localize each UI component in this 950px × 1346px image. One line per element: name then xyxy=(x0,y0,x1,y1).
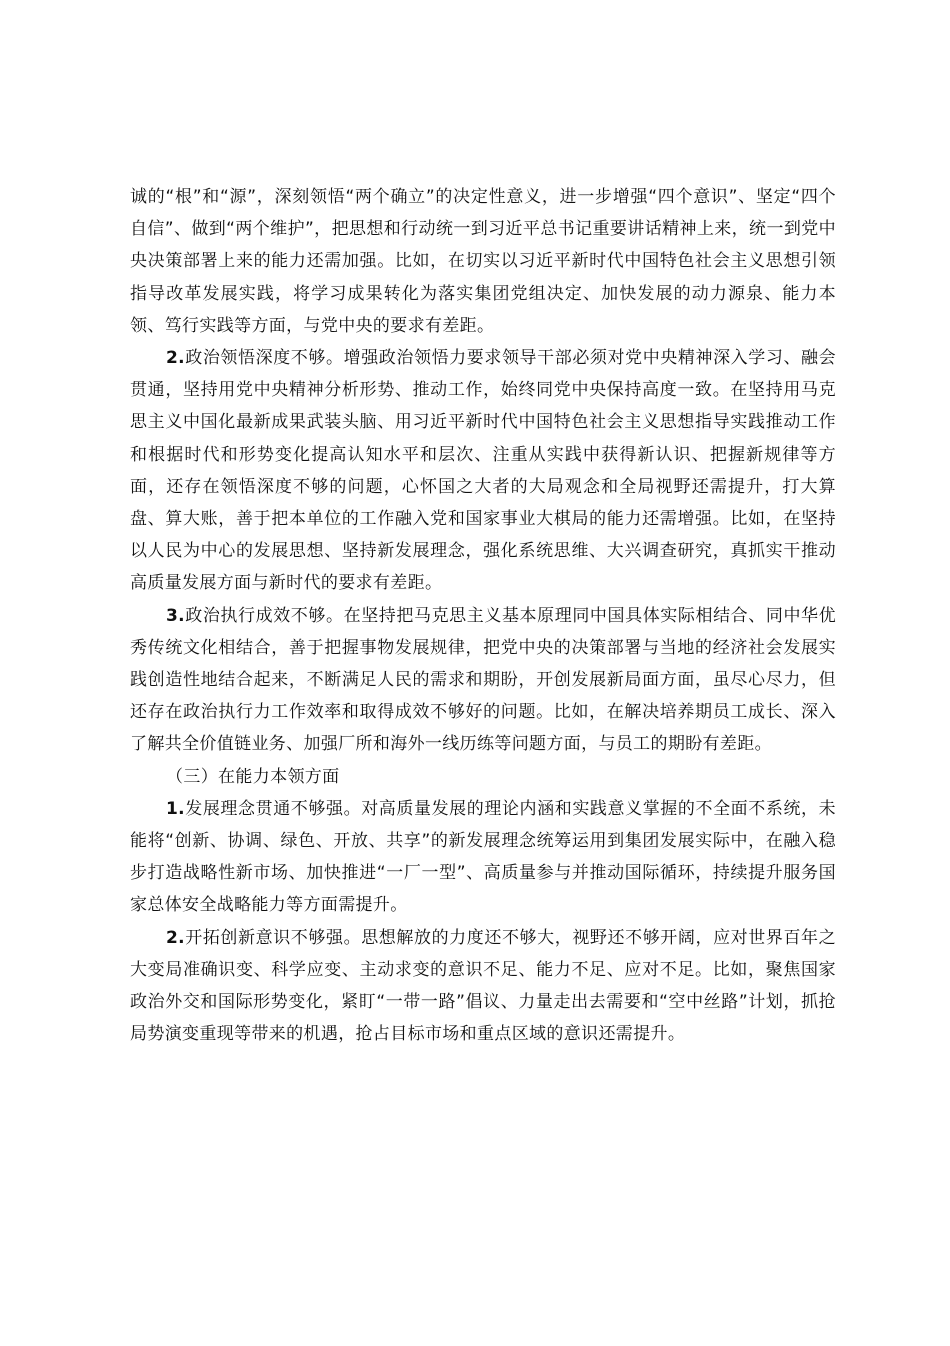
paragraph-continuation xyxy=(130,181,836,342)
paragraph-item-1-development-concept xyxy=(130,793,836,922)
section-heading-ability xyxy=(130,761,836,793)
item-number: 2. xyxy=(166,348,185,369)
item-number: 1. xyxy=(166,798,185,819)
paragraph-text: 诚的“根”和“源”，深刻领悟“两个确立”的决定性意义，进一步增强“四个意识”、坚定“四个自信”、做到“两个维护”，把思想和行动统一到习近平总书记重要讲话精神上来，统一到党中央决策部署上来的能力还需加强。比如，在切实以习近平新时代中国特色社会主义思想引领指导改革发展实践，将学习成果转化为落实集团党组决定、加快发展的动力源泉、能力本领、笃行实践等方面，与党中央的要求有差距。 xyxy=(130,187,836,336)
paragraph-text: 发展理念贯通不够强。对高质量发展的理论内涵和实践意义掌握的不全面不系统，未能将“创新、协调、绿色、开放、共享”的新发展理念统筹运用到集团发展实际中，在融入稳步打造战略性新市场、加快推进“一厂一型”、高质量参与并推动国际循环，持续提升服务国家总体安全战略能力等方面需提升。 xyxy=(130,798,836,916)
section-heading-text: （三）在能力本领方面 xyxy=(166,766,340,787)
paragraph-item-2-political-understanding xyxy=(130,342,836,600)
item-number: 2. xyxy=(166,927,185,948)
paragraph-item-2-innovation xyxy=(130,922,836,1051)
paragraph-item-3-political-execution xyxy=(130,600,836,761)
paragraph-text: 开拓创新意识不够强。思想解放的力度还不够大，视野还不够开阔，应对世界百年之大变局准确识变、科学应变、主动求变的意识不足、能力不足、应对不足。比如，聚焦国家政治外交和国际形势变化，紧盯“一带一路”倡议、力量走出去需要和“空中丝路”计划，抓抢局势演变重现等带来的机遇，抢占目标市场和重点区域的意识还需提升。 xyxy=(130,927,836,1045)
document-page xyxy=(130,181,836,1050)
paragraph-text: 政治领悟深度不够。增强政治领悟力要求领导干部必须对党中央精神深入学习、融会贯通，坚持用党中央精神分析形势、推动工作，始终同党中央保持高度一致。在坚持用马克思主义中国化最新成果武装头脑、用习近平新时代中国特色社会主义思想指导实践推动工作和根据时代和形势变化提高认知水平和层次、注重从实践中获得新认识、把握新规律等方面，还存在领悟深度不够的问题，心怀国之大者的大局观念和全局视野还需提升，打大算盘、算大账，善于把本单位的工作融入党和国家事业大棋局的能力还需增强。比如，在坚持以人民为中心的发展思想、坚持新发展理念，强化系统思维、大兴调查研究，真抓实干推动高质量发展方面与新时代的要求有差距。 xyxy=(130,348,836,594)
paragraph-text: 政治执行成效不够。在坚持把马克思主义基本原理同中国具体实际相结合、同中华优秀传统文化相结合，善于把握事物发展规律，把党中央的决策部署与当地的经济社会发展实践创造性地结合起来，不断满足人民的需求和期盼，开创发展新局面方面，虽尽心尽力，但还存在政治执行力工作效率和取得成效不够好的问题。比如，在解决培养期员工成长、深入了解共全价值链业务、加强厂所和海外一线历练等问题方面，与员工的期盼有差距。 xyxy=(130,605,836,755)
item-number: 3. xyxy=(166,605,185,626)
